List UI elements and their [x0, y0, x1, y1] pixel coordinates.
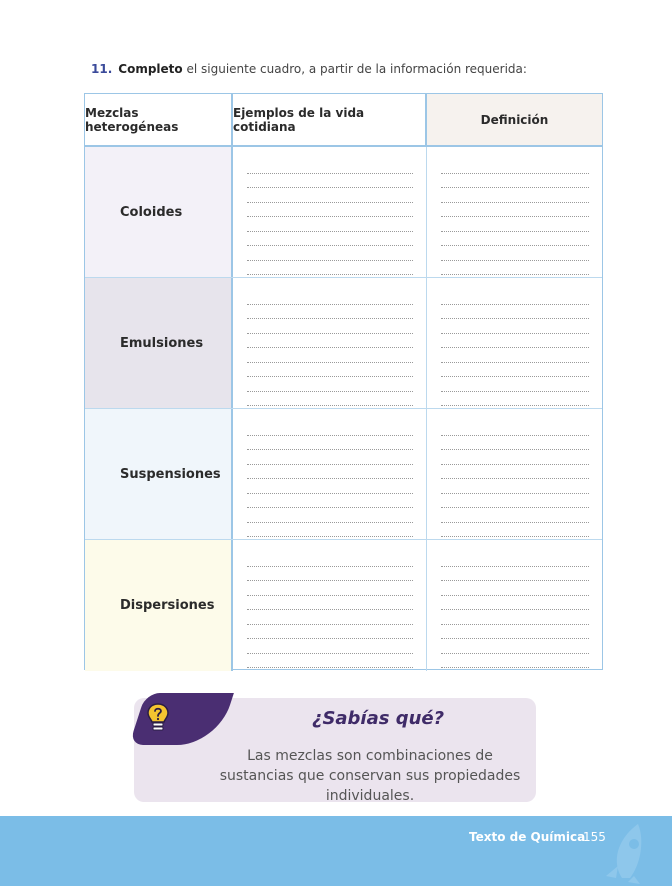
dotted-line	[441, 188, 589, 203]
dotted-line	[441, 567, 589, 582]
dotted-line	[441, 348, 589, 363]
dotted-line	[441, 552, 589, 567]
dotted-line	[247, 159, 413, 174]
dotted-line	[247, 639, 413, 654]
exercise-instruction	[91, 62, 527, 76]
dotted-line	[247, 596, 413, 611]
page-number: 155	[583, 830, 606, 844]
dotted-line	[441, 494, 589, 509]
dotted-line	[441, 625, 589, 640]
table-row	[85, 540, 602, 671]
dotted-line	[247, 392, 413, 407]
dotted-line	[441, 450, 589, 465]
dotted-line	[441, 159, 589, 174]
dotted-line	[441, 261, 589, 276]
header-examples: Ejemplos de la vida cotidiana	[233, 94, 427, 145]
dotted-line	[247, 232, 413, 247]
header-definition: Definición	[427, 94, 602, 145]
examples-writing-lines[interactable]	[247, 290, 413, 402]
dotted-line	[441, 581, 589, 596]
column-divider	[426, 278, 427, 408]
dotted-line	[441, 334, 589, 349]
column-divider	[426, 409, 427, 539]
dotted-line	[247, 334, 413, 349]
dotted-line	[247, 174, 413, 189]
mixtures-table	[84, 93, 603, 670]
examples-writing-lines[interactable]	[247, 421, 413, 533]
dotted-line	[247, 305, 413, 320]
column-divider	[426, 540, 427, 671]
did-you-know-callout	[134, 698, 536, 802]
dotted-line	[441, 363, 589, 378]
dotted-line	[247, 377, 413, 392]
header-mixtures: Mezclas heterogéneas	[85, 94, 233, 145]
definition-writing-lines[interactable]	[441, 552, 589, 664]
definition-writing-lines[interactable]	[441, 290, 589, 402]
instruction-text: el siguiente cuadro, a partir de la información requerida:	[186, 62, 527, 76]
row-label: Emulsiones	[85, 278, 233, 408]
table-row	[85, 278, 602, 409]
dotted-line	[441, 508, 589, 523]
dotted-line	[247, 188, 413, 203]
callout-title: ¿Sabías qué?	[312, 708, 445, 729]
dotted-line	[247, 246, 413, 261]
dotted-line	[441, 465, 589, 480]
instruction-keyword: Completo	[118, 62, 183, 76]
page-footer	[0, 816, 672, 886]
examples-writing-lines[interactable]	[247, 552, 413, 664]
callout-badge	[129, 693, 234, 745]
dotted-line	[247, 421, 413, 436]
callout-text: Las mezclas son combinaciones de sustancias que conservan sus propiedades individuales.	[219, 748, 521, 804]
dotted-line	[247, 552, 413, 567]
dotted-line	[247, 479, 413, 494]
examples-writing-lines[interactable]	[247, 159, 413, 271]
dotted-line	[441, 319, 589, 334]
definition-writing-lines[interactable]	[441, 159, 589, 271]
lightbulb-question-icon	[146, 702, 170, 734]
dotted-line	[441, 174, 589, 189]
dotted-line	[247, 508, 413, 523]
dotted-line	[247, 581, 413, 596]
dotted-line	[441, 654, 589, 669]
dotted-line	[441, 639, 589, 654]
dotted-line	[247, 465, 413, 480]
dotted-line	[441, 610, 589, 625]
book-title: Texto de Química	[469, 830, 586, 844]
dotted-line	[247, 654, 413, 669]
dotted-line	[441, 392, 589, 407]
exercise-number: 11.	[91, 62, 113, 76]
dotted-line	[441, 421, 589, 436]
dotted-line	[247, 436, 413, 451]
rocket-icon	[582, 818, 664, 884]
dotted-line	[247, 217, 413, 232]
dotted-line	[441, 246, 589, 261]
table-row	[85, 409, 602, 540]
dotted-line	[247, 290, 413, 305]
row-label: Dispersiones	[85, 540, 233, 671]
dotted-line	[441, 217, 589, 232]
dotted-line	[441, 290, 589, 305]
dotted-line	[441, 305, 589, 320]
table-row	[85, 147, 602, 278]
dotted-line	[441, 596, 589, 611]
dotted-line	[247, 567, 413, 582]
dotted-line	[247, 203, 413, 218]
dotted-line	[247, 450, 413, 465]
dotted-line	[247, 363, 413, 378]
dotted-line	[247, 610, 413, 625]
dotted-line	[441, 203, 589, 218]
dotted-line	[247, 319, 413, 334]
dotted-line	[247, 625, 413, 640]
definition-writing-lines[interactable]	[441, 421, 589, 533]
dotted-line	[441, 479, 589, 494]
dotted-line	[441, 523, 589, 538]
dotted-line	[441, 436, 589, 451]
row-label: Suspensiones	[85, 409, 233, 539]
dotted-line	[247, 261, 413, 276]
column-divider	[426, 147, 427, 277]
dotted-line	[247, 348, 413, 363]
dotted-line	[247, 494, 413, 509]
dotted-line	[247, 523, 413, 538]
row-label: Coloides	[85, 147, 233, 277]
dotted-line	[441, 232, 589, 247]
dotted-line	[441, 377, 589, 392]
